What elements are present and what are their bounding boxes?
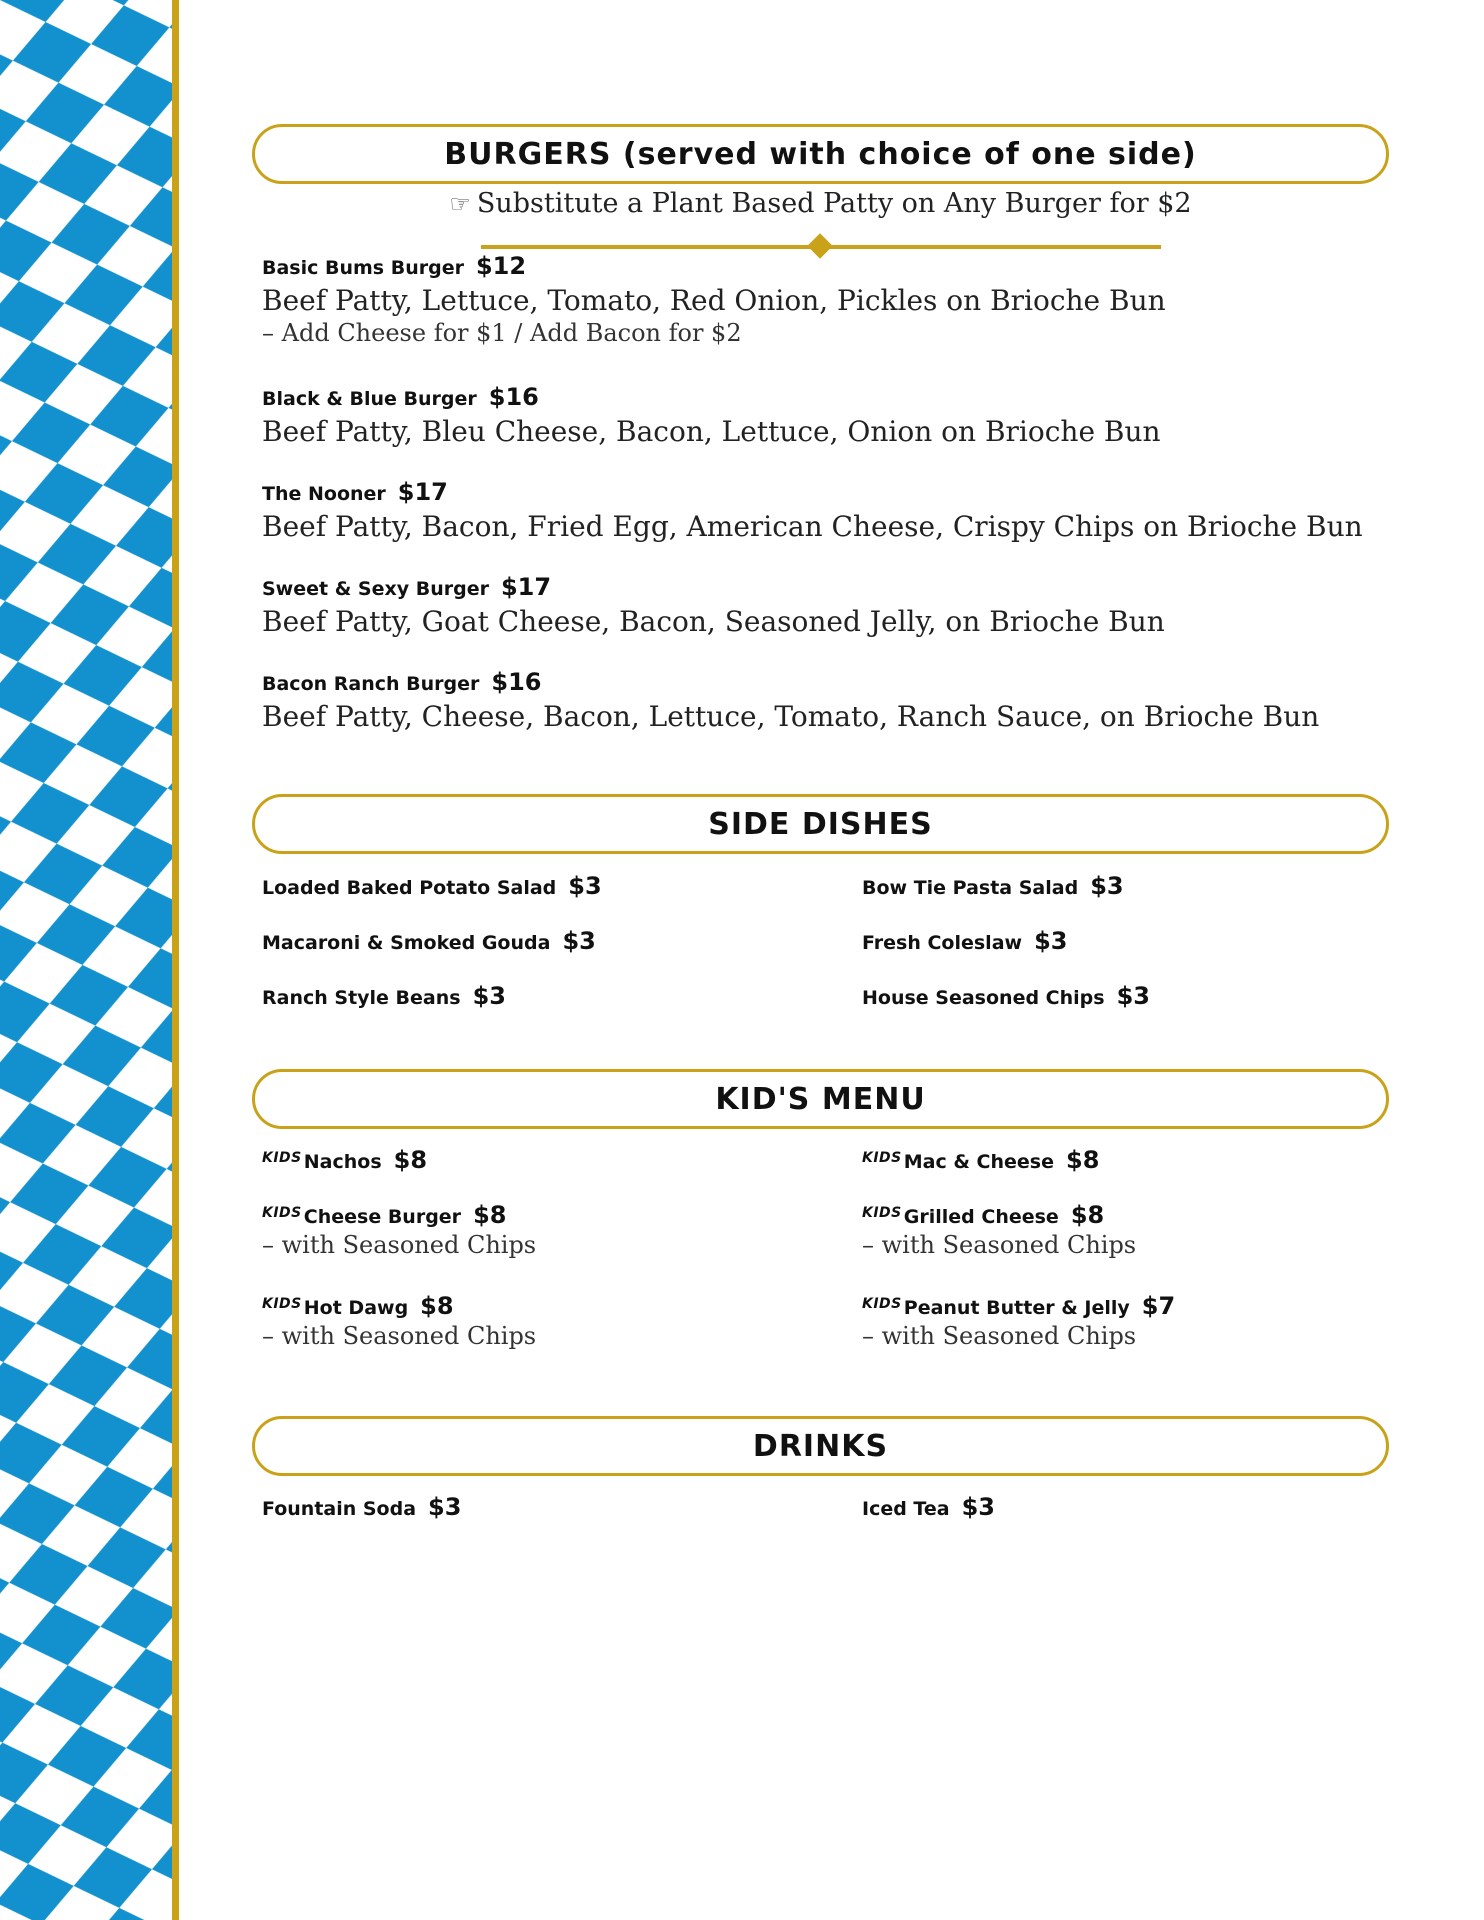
menu-item <box>262 668 1319 733</box>
item-description: Beef Patty, Lettuce, Tomato, Red Onion, Pickles on Brioche Bun <box>262 284 1166 317</box>
side-item <box>262 872 602 900</box>
drinks-title: DRINKS <box>752 1428 889 1464</box>
item-price: $3 <box>961 1493 995 1521</box>
menu-item <box>262 478 1363 543</box>
plant-patty-note <box>252 188 1389 219</box>
pointing-hand-icon: ☞ <box>449 190 471 218</box>
menu-item <box>262 252 1166 347</box>
drink-item <box>862 1493 995 1521</box>
item-name: Grilled Cheese <box>903 1206 1059 1228</box>
item-price: $3 <box>428 1493 462 1521</box>
diamond-pattern-graphic <box>0 0 172 1920</box>
kids-tag: KIDS <box>862 1204 902 1221</box>
plant-patty-note-text: Substitute a Plant Based Patty on Any Burger for $2 <box>476 188 1192 219</box>
bavarian-diamond-pattern <box>0 0 172 1920</box>
item-price: $3 <box>1034 927 1068 955</box>
item-name: House Seasoned Chips <box>862 987 1105 1009</box>
item-name: Sweet & Sexy Burger <box>262 578 489 600</box>
item-name: Cheese Burger <box>303 1206 462 1228</box>
item-name: Bow Tie Pasta Salad <box>862 877 1079 899</box>
kids-item <box>262 1292 536 1350</box>
item-price: $8 <box>393 1146 428 1174</box>
item-price: $3 <box>1116 982 1150 1010</box>
menu-item <box>262 383 1161 448</box>
item-name: Loaded Baked Potato Salad <box>262 877 557 899</box>
item-price: $8 <box>1066 1146 1100 1174</box>
item-price: $16 <box>491 668 542 696</box>
item-name: Peanut Butter & Jelly <box>903 1297 1130 1319</box>
item-name: The Nooner <box>262 483 386 505</box>
side-item <box>862 872 1124 900</box>
item-price: $17 <box>500 573 552 601</box>
menu-item <box>262 573 1165 638</box>
kids-menu-header <box>252 1069 1389 1129</box>
kids-tag: KIDS <box>862 1295 902 1312</box>
item-description: Beef Patty, Goat Cheese, Bacon, Seasoned Jelly, on Brioche Bun <box>262 605 1165 638</box>
item-name: Macaroni & Smoked Gouda <box>262 932 551 954</box>
gold-vertical-rule <box>172 0 179 1920</box>
item-price: $8 <box>473 1201 507 1229</box>
item-name: Black & Blue Burger <box>262 388 477 410</box>
item-price: $16 <box>488 383 539 411</box>
item-description: Beef Patty, Cheese, Bacon, Lettuce, Tomato, Ranch Sauce, on Brioche Bun <box>262 700 1320 733</box>
item-addon: – with Seasoned Chips <box>262 1231 537 1259</box>
item-price: $8 <box>1070 1201 1105 1229</box>
item-addon: – with Seasoned Chips <box>262 1322 537 1350</box>
item-price: $3 <box>472 982 506 1010</box>
item-name: Bacon Ranch Burger <box>262 673 480 695</box>
side-item <box>262 927 596 955</box>
side-item <box>262 982 506 1010</box>
kids-item <box>262 1201 536 1259</box>
item-name: Mac & Cheese <box>903 1151 1054 1173</box>
item-price: $3 <box>568 872 602 900</box>
kids-tag: KIDS <box>262 1149 302 1166</box>
item-description: Beef Patty, Bleu Cheese, Bacon, Lettuce, Onion on Brioche Bun <box>262 415 1161 448</box>
side-item <box>862 982 1150 1010</box>
drinks-header <box>252 1416 1389 1476</box>
item-addon: – Add Cheese for $1 / Add Bacon for $2 <box>262 319 742 347</box>
item-price: $3 <box>1090 872 1124 900</box>
kids-tag: KIDS <box>862 1149 902 1166</box>
item-price: $3 <box>562 927 596 955</box>
item-price: $17 <box>397 478 448 506</box>
kids-item <box>862 1292 1175 1350</box>
kids-item <box>862 1146 1099 1174</box>
item-addon: – with Seasoned Chips <box>862 1231 1137 1259</box>
item-addon: – with Seasoned Chips <box>862 1322 1137 1350</box>
side-item <box>862 927 1067 955</box>
burgers-title: BURGERS (served with choice of one side) <box>444 136 1197 172</box>
burgers-header <box>252 124 1389 184</box>
item-name: Basic Bums Burger <box>262 257 464 279</box>
ornamental-divider <box>481 242 1161 251</box>
item-name: Fountain Soda <box>262 1498 417 1520</box>
item-price: $8 <box>420 1292 454 1320</box>
item-description: Beef Patty, Bacon, Fried Egg, American Cheese, Crispy Chips on Brioche Bun <box>262 510 1363 543</box>
kids-item <box>262 1146 427 1174</box>
kids-item <box>862 1201 1136 1259</box>
drink-item <box>262 1493 461 1521</box>
side-dishes-header <box>252 794 1389 854</box>
kids-tag: KIDS <box>262 1204 302 1221</box>
item-name: Ranch Style Beans <box>262 987 461 1009</box>
side-dishes-title: SIDE DISHES <box>708 806 933 842</box>
item-name: Hot Dawg <box>303 1297 409 1319</box>
item-name: Fresh Coleslaw <box>862 932 1023 954</box>
item-price: $12 <box>475 252 527 280</box>
kids-tag: KIDS <box>262 1295 302 1312</box>
item-price: $7 <box>1141 1292 1176 1320</box>
kids-menu-title: KID'S MENU <box>715 1081 926 1117</box>
item-name: Iced Tea <box>862 1498 950 1520</box>
item-name: Nachos <box>303 1151 382 1173</box>
